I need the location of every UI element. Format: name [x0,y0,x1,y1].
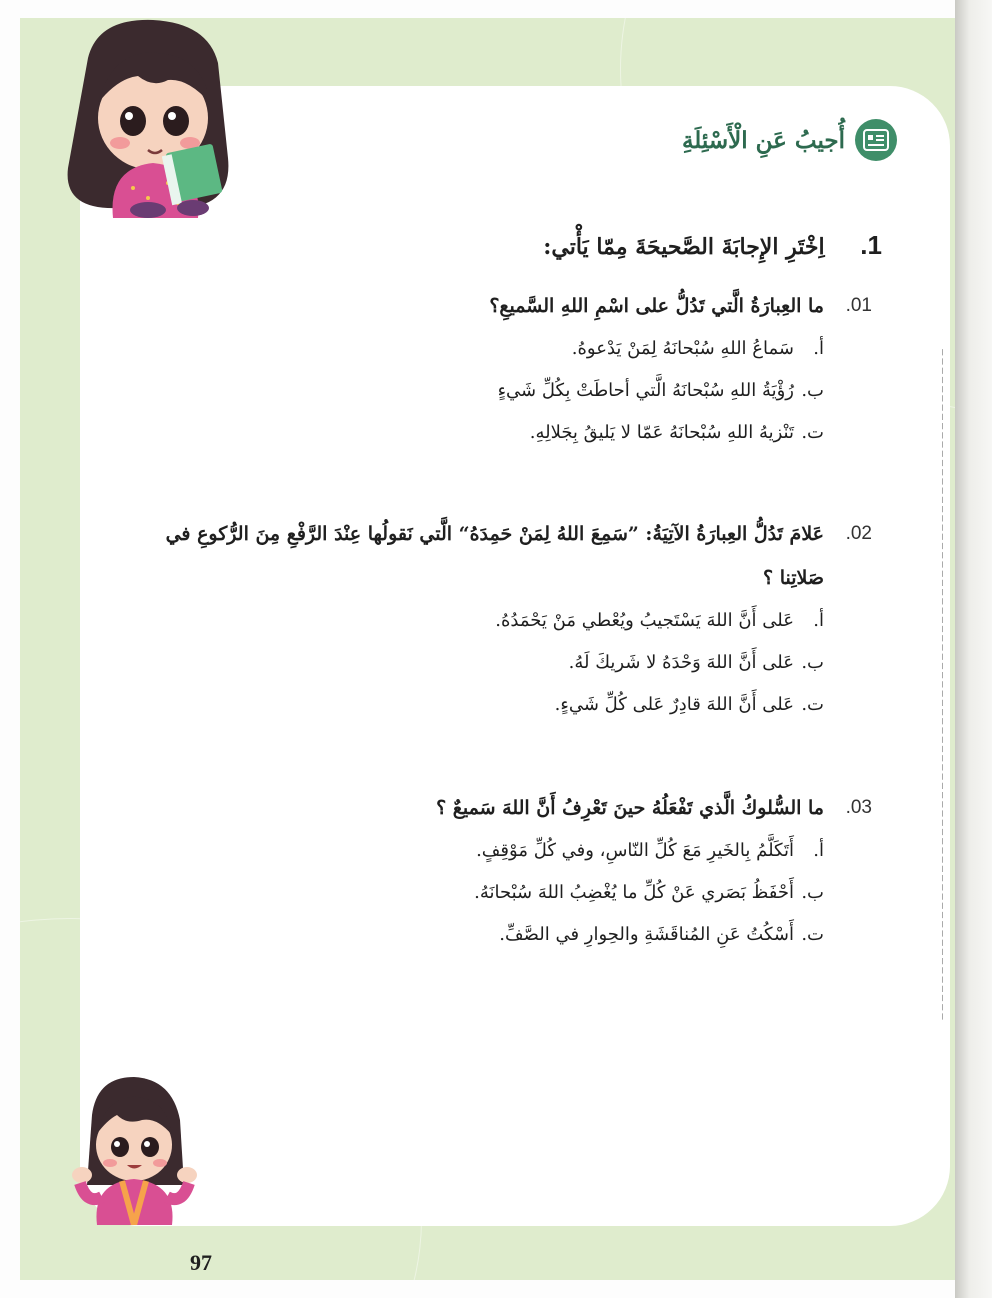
option-text: أَسْكُتُ عَنِ المُناقَشَةِ والحِوارِ في الصَّفِّ. [499,924,794,945]
option-letter: ب. [801,882,824,903]
main-question [382,230,882,261]
option-text: سَماعُ اللهِ سُبْحانَهُ لِمَنْ يَدْعوهُ. [571,338,794,359]
option-text: تَنْزيهُ اللهِ سُبْحانَهُ عَمّا لا يَليقُ بِجَلالِهِ. [529,422,794,443]
option-text: عَلى أَنَّ اللهَ يَسْتَجيبُ ويُعْطي مَنْ يَحْمَدُهُ. [495,610,794,631]
girl-waving-illustration [72,1075,197,1225]
question-02 [162,512,872,726]
section-title: أُجيبُ عَنِ الْأَسْئِلَةِ [681,126,845,154]
option-t [162,684,872,726]
main-question-text: اِخْتَرِ الإِجابَةَ الصَّحيحَةَ مِمّا يَأْتي: [543,234,825,260]
question-03 [162,786,872,956]
option-letter: ب. [801,652,824,673]
option-letter: ت. [801,694,824,715]
option-t [162,412,872,454]
question-number: 02. [845,523,872,544]
option-t [162,914,872,956]
option-b [162,872,872,914]
option-b [162,370,872,412]
option-text: عَلى أَنَّ اللهَ قادِرٌ عَلى كُلِّ شَيءٍ. [554,694,794,715]
question-number: 01. [845,295,872,316]
question-text: عَلامَ تَدُلُّ العِبارَةُ الآتِيَةُ: ”سَمِعَ اللهُ لِمَنْ حَمِدَهُ“ الَّتي نَقولُها عِنْدَ الرَّفْعِ مِنَ الرُّكوعِ في صَلاتِنا ؟ [165,523,824,589]
option-text: عَلى أَنَّ اللهَ وَحْدَهُ لا شَريكَ لَهُ. [568,652,794,673]
option-letter: أ. [813,610,824,631]
spine-copyright-text: — — — — — — — — — — — — — — — — — — — — — — — — — — — — — — — — — — — — — — — — — — — — — — — — — — — — — — — — — — — — — — — — — — — — — — — — — [938,348,946,1020]
question-text: ما السُّلوكُ الَّذي تَفْعَلُهُ حينَ تَعْرِفُ أَنَّ اللهَ سَميعٌ ؟ [436,797,824,819]
option-a [162,328,872,370]
question-text: ما العِبارَةُ الَّتي تَدُلُّ على اسْمِ اللهِ السَّميعِ؟ [489,295,824,317]
question-text-row [162,512,872,600]
option-text: رُؤْيَةُ اللهِ سُبْحانَهُ الَّتي أحاطَتْ بِكُلِّ شَيءٍ [497,380,794,401]
option-b [162,642,872,684]
option-letter: ت. [801,924,824,945]
question-text-row [162,786,872,830]
option-a [162,600,872,642]
question-01 [162,284,872,454]
option-letter: ت. [801,422,824,443]
option-text: أَتَكَلَّمُ بِالخَيرِ مَعَ كُلِّ النّاسِ، وفي كُلِّ مَوْقِفٍ. [476,840,794,861]
main-question-number: 1. [860,230,882,260]
page-number: 97 [190,1250,212,1275]
option-a [162,830,872,872]
worksheet-icon [855,119,897,161]
option-letter: ب. [801,380,824,401]
question-number: 03. [845,797,872,818]
book-spine [955,0,992,1298]
option-letter: أ. [813,840,824,861]
section-header [682,118,897,162]
option-text: أَحْفَظُ بَصَري عَنْ كُلِّ ما يُغْضِبُ اللهَ سُبْحانَهُ. [474,882,794,903]
option-letter: أ. [813,338,824,359]
girl-reading-book-illustration [58,18,243,218]
question-text-row [162,284,872,328]
